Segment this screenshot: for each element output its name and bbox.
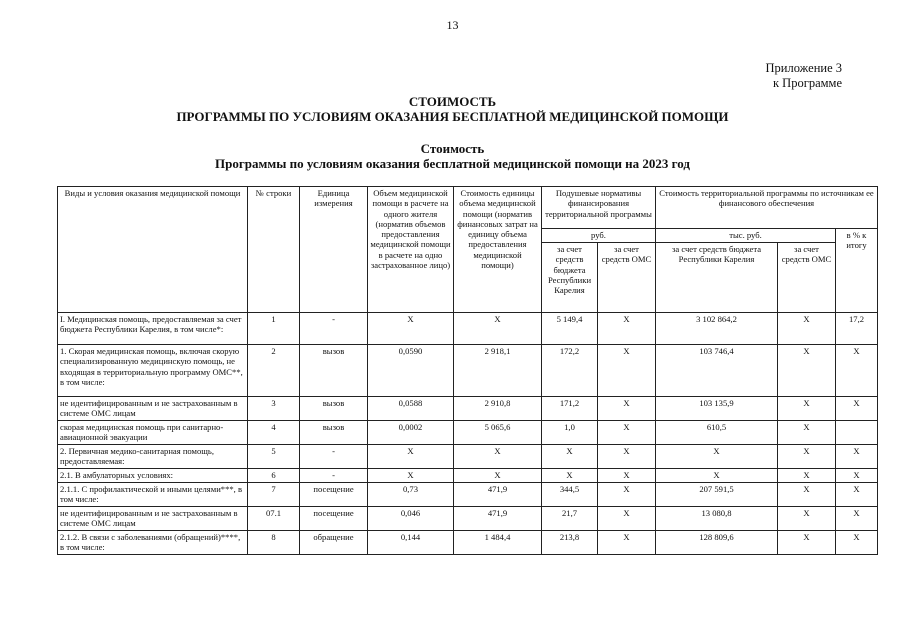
cell-pc-oms: X bbox=[598, 345, 656, 397]
cell-t-budget: X bbox=[656, 469, 778, 483]
cell-pc-oms: X bbox=[598, 445, 656, 469]
cell-row-number: 5 bbox=[248, 445, 300, 469]
header-pc-budget: за счет средств бюджета Республики Карелия bbox=[542, 243, 598, 313]
cell-row-number: 7 bbox=[248, 483, 300, 507]
cell-t-oms: X bbox=[778, 469, 836, 483]
cell-unit-cost: 5 065,6 bbox=[454, 421, 542, 445]
cell-percent: 17,2 bbox=[836, 313, 878, 345]
cell-t-budget: 3 102 864,2 bbox=[656, 313, 778, 345]
header-pc-oms: за счет средств ОМС bbox=[598, 243, 656, 313]
cost-table bbox=[57, 186, 878, 555]
header-volume: Объем медицинской помощи в расчете на одного жителя (норматив объемов предоставления медицинской помощи в расчете на одно застрахованное лицо) bbox=[368, 187, 454, 313]
cell-pc-oms: X bbox=[598, 507, 656, 531]
cell-percent: X bbox=[836, 507, 878, 531]
title-line-1: СТОИМОСТЬ bbox=[408, 94, 497, 109]
cell-percent: X bbox=[836, 445, 878, 469]
document-title bbox=[0, 94, 905, 124]
cell-percent: X bbox=[836, 483, 878, 507]
cell-unit-cost: X bbox=[454, 313, 542, 345]
cell-t-budget: 207 591,5 bbox=[656, 483, 778, 507]
cell-volume: 0,0002 bbox=[368, 421, 454, 445]
cell-t-budget: 128 809,6 bbox=[656, 531, 778, 555]
appendix-line-2: к Программе bbox=[772, 76, 842, 90]
cell-percent bbox=[836, 421, 878, 445]
cell-row-number: 2 bbox=[248, 345, 300, 397]
cell-pc-budget: 213,8 bbox=[542, 531, 598, 555]
table-row bbox=[58, 507, 878, 531]
header-t-oms: за счет средств ОМС bbox=[778, 243, 836, 313]
cell-name: не идентифицированным и не застрахованным в системе ОМС лицам bbox=[58, 397, 248, 421]
header-unit: Единица измерения bbox=[300, 187, 368, 313]
cell-t-oms: X bbox=[778, 345, 836, 397]
cell-t-oms: X bbox=[778, 313, 836, 345]
table-row bbox=[58, 345, 878, 397]
cell-unit-cost: 2 910,8 bbox=[454, 397, 542, 421]
cell-t-oms: X bbox=[778, 507, 836, 531]
cell-pc-oms: X bbox=[598, 483, 656, 507]
cell-unit: вызов bbox=[300, 421, 368, 445]
appendix-label bbox=[766, 61, 842, 91]
cell-unit: посещение bbox=[300, 507, 368, 531]
header-rub: руб. bbox=[542, 229, 656, 243]
cell-volume: X bbox=[368, 445, 454, 469]
cell-unit-cost: 2 918,1 bbox=[454, 345, 542, 397]
cell-volume: 0,046 bbox=[368, 507, 454, 531]
cell-pc-budget: 171,2 bbox=[542, 397, 598, 421]
cell-name: 2. Первичная медико-санитарная помощь, предоставляемая: bbox=[58, 445, 248, 469]
cell-t-budget: 13 080,8 bbox=[656, 507, 778, 531]
header-territorial: Стоимость территориальной программы по источникам ее финансового обеспечения bbox=[656, 187, 878, 229]
cell-pc-oms: X bbox=[598, 313, 656, 345]
cell-t-budget: 610,5 bbox=[656, 421, 778, 445]
cell-unit-cost: 471,9 bbox=[454, 507, 542, 531]
table-title bbox=[0, 141, 905, 171]
cell-unit-cost: 1 484,4 bbox=[454, 531, 542, 555]
cell-pc-budget: 1,0 bbox=[542, 421, 598, 445]
table-row bbox=[58, 445, 878, 469]
header-per-capita: Подушевые нормативы финансирования территориальной программы bbox=[542, 187, 656, 229]
cell-unit: - bbox=[300, 313, 368, 345]
cell-unit: - bbox=[300, 469, 368, 483]
header-thous-rub: тыс. руб. bbox=[656, 229, 836, 243]
cell-t-oms: X bbox=[778, 397, 836, 421]
cell-pc-oms: X bbox=[598, 397, 656, 421]
page-number: 13 bbox=[446, 18, 459, 32]
header-unit-cost: Стоимость единицы объема медицинской помощи (норматив финансовых затрат на единицу объема предоставления медицинской помощи) bbox=[454, 187, 542, 313]
cell-pc-budget: X bbox=[542, 445, 598, 469]
cell-name: 1. Скорая медицинская помощь, включая скорую специализированную медицинскую помощь, не входящая в территориальную программу ОМС**, в том числе: bbox=[58, 345, 248, 397]
cell-pc-budget: 21,7 bbox=[542, 507, 598, 531]
cell-percent: X bbox=[836, 531, 878, 555]
cell-unit: вызов bbox=[300, 397, 368, 421]
cell-pc-oms: X bbox=[598, 421, 656, 445]
header-t-budget: за счет средств бюджета Республики Карелия bbox=[656, 243, 778, 313]
table-row bbox=[58, 421, 878, 445]
cell-volume: 0,73 bbox=[368, 483, 454, 507]
cell-pc-oms: X bbox=[598, 531, 656, 555]
table-row bbox=[58, 313, 878, 345]
cell-pc-budget: 172,2 bbox=[542, 345, 598, 397]
cell-row-number: 07.1 bbox=[248, 507, 300, 531]
cell-unit-cost: X bbox=[454, 445, 542, 469]
cell-row-number: 8 bbox=[248, 531, 300, 555]
cell-pc-budget: 5 149,4 bbox=[542, 313, 598, 345]
cell-percent: X bbox=[836, 397, 878, 421]
cell-unit: - bbox=[300, 445, 368, 469]
table-row bbox=[58, 469, 878, 483]
cell-volume: X bbox=[368, 469, 454, 483]
cell-percent: X bbox=[836, 469, 878, 483]
table-row bbox=[58, 397, 878, 421]
cell-t-oms: X bbox=[778, 421, 836, 445]
cell-unit: посещение bbox=[300, 483, 368, 507]
cell-name: 2.1.1. С профилактической и иными целями***, в том числе: bbox=[58, 483, 248, 507]
title-line-2: ПРОГРАММЫ ПО УСЛОВИЯМ ОКАЗАНИЯ БЕСПЛАТНОЙ МЕДИЦИНСКОЙ ПОМОЩИ bbox=[176, 109, 729, 124]
cell-name: 2.1.2. В связи с заболеваниями (обращений)****, в том числе: bbox=[58, 531, 248, 555]
table-row bbox=[58, 531, 878, 555]
cell-name: I. Медицинская помощь, предоставляемая за счет бюджета Республики Карелия, в том числе*: bbox=[58, 313, 248, 345]
cell-row-number: 6 bbox=[248, 469, 300, 483]
cell-volume: X bbox=[368, 313, 454, 345]
cell-t-budget: 103 746,4 bbox=[656, 345, 778, 397]
cell-volume: 0,0588 bbox=[368, 397, 454, 421]
cell-row-number: 1 bbox=[248, 313, 300, 345]
cell-unit: вызов bbox=[300, 345, 368, 397]
cell-pc-budget: 344,5 bbox=[542, 483, 598, 507]
cell-unit-cost: 471,9 bbox=[454, 483, 542, 507]
cell-row-number: 4 bbox=[248, 421, 300, 445]
cell-name: 2.1. В амбулаторных условиях: bbox=[58, 469, 248, 483]
cell-t-budget: 103 135,9 bbox=[656, 397, 778, 421]
cell-t-budget: X bbox=[656, 445, 778, 469]
cell-row-number: 3 bbox=[248, 397, 300, 421]
table-row bbox=[58, 483, 878, 507]
header-percent-total: в % к итогу bbox=[836, 229, 878, 313]
cell-t-oms: X bbox=[778, 483, 836, 507]
cell-percent: X bbox=[836, 345, 878, 397]
cell-unit-cost: X bbox=[454, 469, 542, 483]
cell-pc-budget: X bbox=[542, 469, 598, 483]
title-line-3: Стоимость bbox=[420, 141, 485, 156]
cell-name: скорая медицинская помощь при санитарно-авиационной эвакуации bbox=[58, 421, 248, 445]
appendix-line-1: Приложение 3 bbox=[765, 61, 842, 75]
cell-pc-oms: X bbox=[598, 469, 656, 483]
cell-volume: 0,144 bbox=[368, 531, 454, 555]
cell-t-oms: X bbox=[778, 445, 836, 469]
cell-name: не идентифицированным и не застрахованным в системе ОМС лицам bbox=[58, 507, 248, 531]
header-row-number: № строки bbox=[248, 187, 300, 313]
cell-unit: обращение bbox=[300, 531, 368, 555]
title-line-4: Программы по условиям оказания бесплатной медицинской помощи на 2023 год bbox=[215, 156, 690, 171]
cell-volume: 0,0590 bbox=[368, 345, 454, 397]
cell-t-oms: X bbox=[778, 531, 836, 555]
header-kinds: Виды и условия оказания медицинской помощи bbox=[58, 187, 248, 313]
